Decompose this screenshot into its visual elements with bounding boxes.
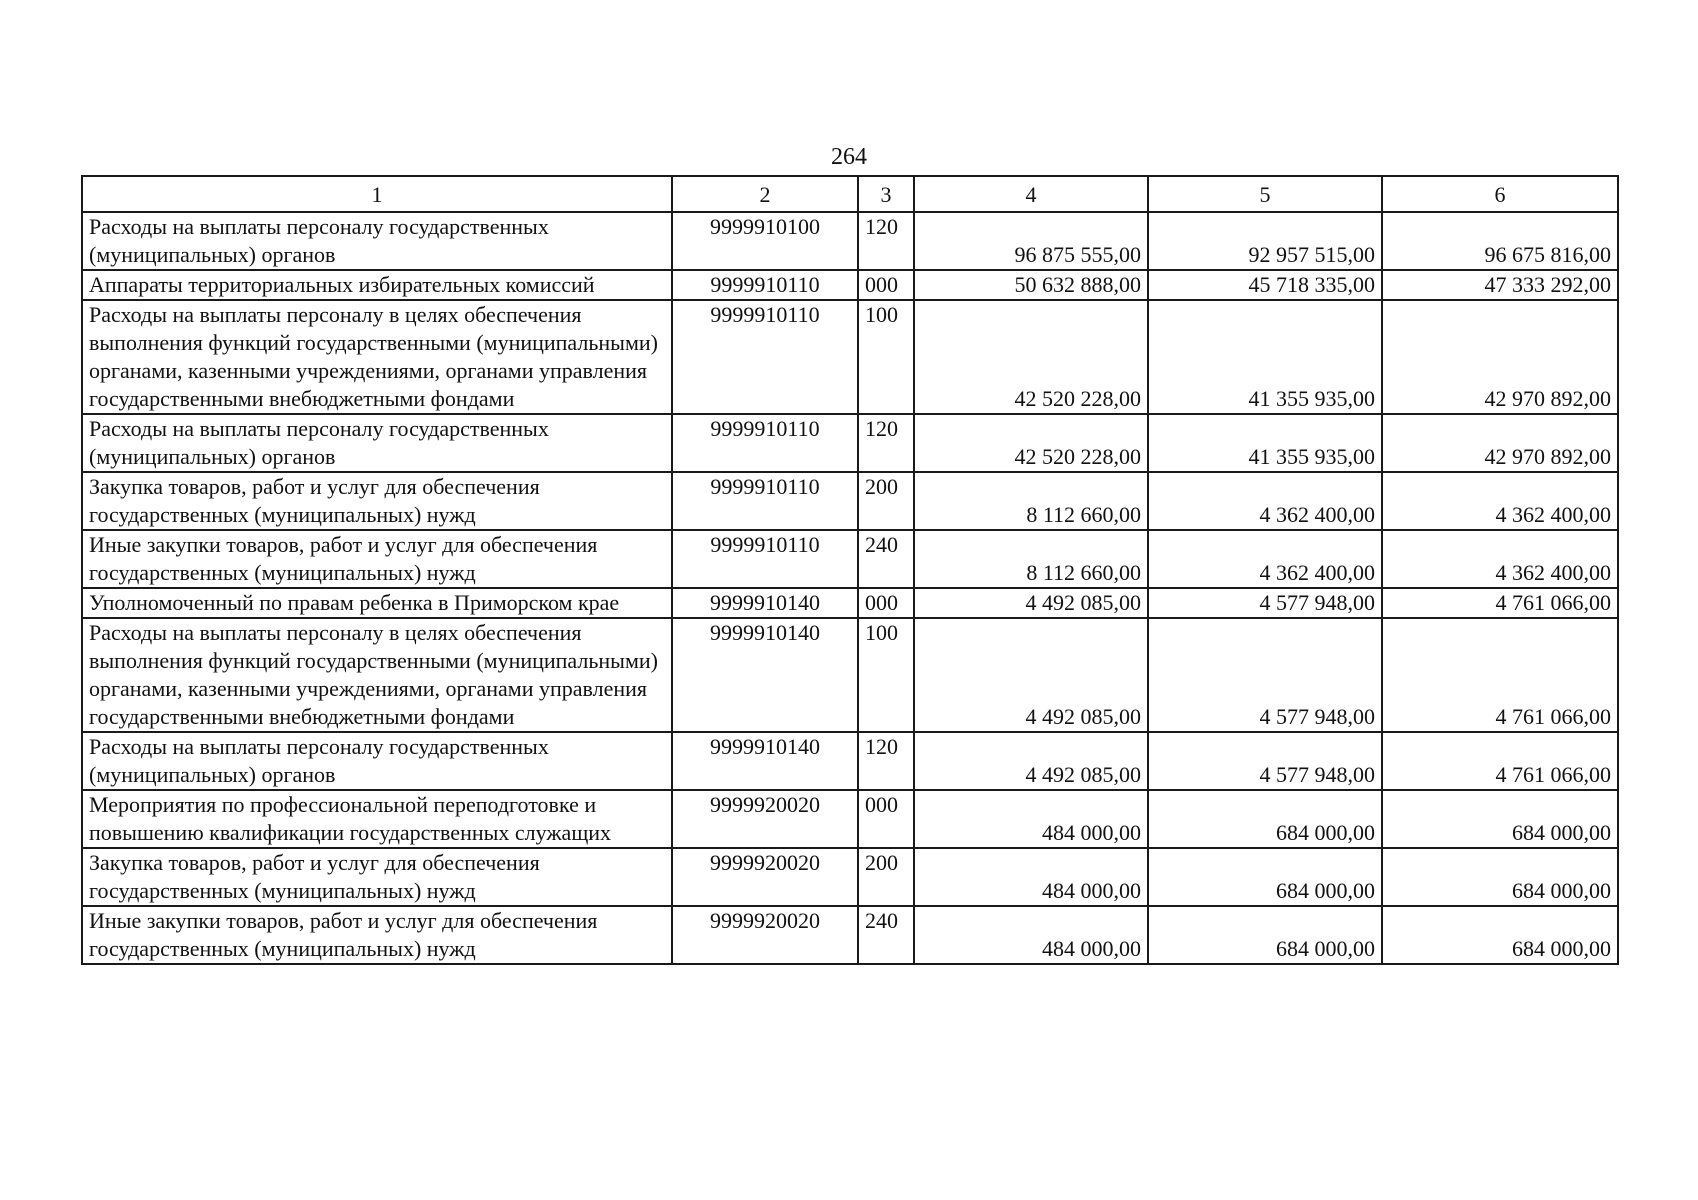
row-code: 9999910110 bbox=[672, 270, 858, 300]
row-name: Иные закупки товаров, работ и услуг для обеспечения государственных (муниципальных) нужд bbox=[82, 906, 672, 964]
row-amount-col5: 4 362 400,00 bbox=[1148, 472, 1382, 530]
table-row bbox=[82, 270, 1618, 300]
row-amount-col4: 42 520 228,00 bbox=[914, 414, 1148, 472]
column-header: 5 bbox=[1148, 176, 1382, 212]
row-expense-type: 240 bbox=[858, 906, 914, 964]
row-code: 9999910110 bbox=[672, 300, 858, 414]
table-row bbox=[82, 732, 1618, 790]
table-row bbox=[82, 618, 1618, 732]
page-number: 264 bbox=[831, 144, 867, 170]
row-expense-type: 100 bbox=[858, 618, 914, 732]
row-amount-col4: 484 000,00 bbox=[914, 790, 1148, 848]
row-name: Аппараты территориальных избирательных комиссий bbox=[82, 270, 672, 300]
table-row bbox=[82, 906, 1618, 964]
row-amount-col6: 684 000,00 bbox=[1382, 790, 1618, 848]
row-amount-col4: 8 112 660,00 bbox=[914, 530, 1148, 588]
table-row bbox=[82, 472, 1618, 530]
row-name: Закупка товаров, работ и услуг для обеспечения государственных (муниципальных) нужд bbox=[82, 472, 672, 530]
row-code: 9999910110 bbox=[672, 414, 858, 472]
budget-table bbox=[81, 175, 1619, 965]
column-header: 2 bbox=[672, 176, 858, 212]
table-row bbox=[82, 530, 1618, 588]
row-expense-type: 120 bbox=[858, 414, 914, 472]
row-amount-col6: 42 970 892,00 bbox=[1382, 414, 1618, 472]
column-header: 1 bbox=[82, 176, 672, 212]
row-amount-col4: 42 520 228,00 bbox=[914, 300, 1148, 414]
row-amount-col4: 4 492 085,00 bbox=[914, 618, 1148, 732]
row-expense-type: 200 bbox=[858, 848, 914, 906]
row-name: Расходы на выплаты персоналу в целях обеспечения выполнения функций государственными (муниципальными) органами, казенными учреждениями, органами управления государственными внебюджетными фондами bbox=[82, 618, 672, 732]
row-expense-type: 240 bbox=[858, 530, 914, 588]
row-name: Иные закупки товаров, работ и услуг для обеспечения государственных (муниципальных) нужд bbox=[82, 530, 672, 588]
row-code: 9999910110 bbox=[672, 530, 858, 588]
row-amount-col5: 4 577 948,00 bbox=[1148, 732, 1382, 790]
column-header: 4 bbox=[914, 176, 1148, 212]
row-code: 9999910110 bbox=[672, 472, 858, 530]
row-expense-type: 120 bbox=[858, 212, 914, 270]
row-code: 9999910140 bbox=[672, 588, 858, 618]
row-amount-col4: 8 112 660,00 bbox=[914, 472, 1148, 530]
row-amount-col6: 684 000,00 bbox=[1382, 906, 1618, 964]
table-row bbox=[82, 414, 1618, 472]
row-amount-col6: 4 761 066,00 bbox=[1382, 618, 1618, 732]
row-amount-col6: 4 362 400,00 bbox=[1382, 472, 1618, 530]
row-amount-col6: 4 761 066,00 bbox=[1382, 588, 1618, 618]
table-row bbox=[82, 212, 1618, 270]
row-code: 9999910140 bbox=[672, 732, 858, 790]
column-header: 3 bbox=[858, 176, 914, 212]
row-expense-type: 100 bbox=[858, 300, 914, 414]
row-amount-col6: 42 970 892,00 bbox=[1382, 300, 1618, 414]
row-name: Мероприятия по профессиональной переподготовке и повышению квалификации государственных служащих bbox=[82, 790, 672, 848]
row-amount-col6: 47 333 292,00 bbox=[1382, 270, 1618, 300]
row-amount-col6: 4 362 400,00 bbox=[1382, 530, 1618, 588]
column-header: 6 bbox=[1382, 176, 1618, 212]
table-row bbox=[82, 790, 1618, 848]
row-name: Расходы на выплаты персоналу государственных (муниципальных) органов bbox=[82, 212, 672, 270]
row-amount-col5: 45 718 335,00 bbox=[1148, 270, 1382, 300]
row-amount-col4: 484 000,00 bbox=[914, 906, 1148, 964]
table-row bbox=[82, 300, 1618, 414]
row-expense-type: 000 bbox=[858, 588, 914, 618]
row-name: Уполномоченный по правам ребенка в Приморском крае bbox=[82, 588, 672, 618]
row-amount-col5: 4 577 948,00 bbox=[1148, 618, 1382, 732]
row-expense-type: 200 bbox=[858, 472, 914, 530]
row-code: 9999920020 bbox=[672, 848, 858, 906]
row-amount-col4: 50 632 888,00 bbox=[914, 270, 1148, 300]
table-row bbox=[82, 588, 1618, 618]
row-amount-col4: 4 492 085,00 bbox=[914, 588, 1148, 618]
row-amount-col5: 684 000,00 bbox=[1148, 790, 1382, 848]
row-amount-col6: 96 675 816,00 bbox=[1382, 212, 1618, 270]
row-name: Расходы на выплаты персоналу государственных (муниципальных) органов bbox=[82, 414, 672, 472]
row-expense-type: 000 bbox=[858, 270, 914, 300]
row-name: Расходы на выплаты персоналу государственных (муниципальных) органов bbox=[82, 732, 672, 790]
table-header-row bbox=[82, 176, 1618, 212]
row-amount-col5: 41 355 935,00 bbox=[1148, 300, 1382, 414]
row-name: Расходы на выплаты персоналу в целях обеспечения выполнения функций государственными (муниципальными) органами, казенными учреждениями, органами управления государственными внебюджетными фондами bbox=[82, 300, 672, 414]
row-amount-col5: 684 000,00 bbox=[1148, 848, 1382, 906]
row-amount-col4: 484 000,00 bbox=[914, 848, 1148, 906]
row-amount-col5: 684 000,00 bbox=[1148, 906, 1382, 964]
row-code: 9999920020 bbox=[672, 790, 858, 848]
row-amount-col4: 4 492 085,00 bbox=[914, 732, 1148, 790]
row-expense-type: 120 bbox=[858, 732, 914, 790]
row-amount-col6: 4 761 066,00 bbox=[1382, 732, 1618, 790]
row-code: 9999910100 bbox=[672, 212, 858, 270]
row-amount-col6: 684 000,00 bbox=[1382, 848, 1618, 906]
row-amount-col5: 92 957 515,00 bbox=[1148, 212, 1382, 270]
row-code: 9999910140 bbox=[672, 618, 858, 732]
row-name: Закупка товаров, работ и услуг для обеспечения государственных (муниципальных) нужд bbox=[82, 848, 672, 906]
row-amount-col5: 41 355 935,00 bbox=[1148, 414, 1382, 472]
row-amount-col4: 96 875 555,00 bbox=[914, 212, 1148, 270]
row-code: 9999920020 bbox=[672, 906, 858, 964]
row-amount-col5: 4 577 948,00 bbox=[1148, 588, 1382, 618]
table-row bbox=[82, 848, 1618, 906]
row-amount-col5: 4 362 400,00 bbox=[1148, 530, 1382, 588]
row-expense-type: 000 bbox=[858, 790, 914, 848]
